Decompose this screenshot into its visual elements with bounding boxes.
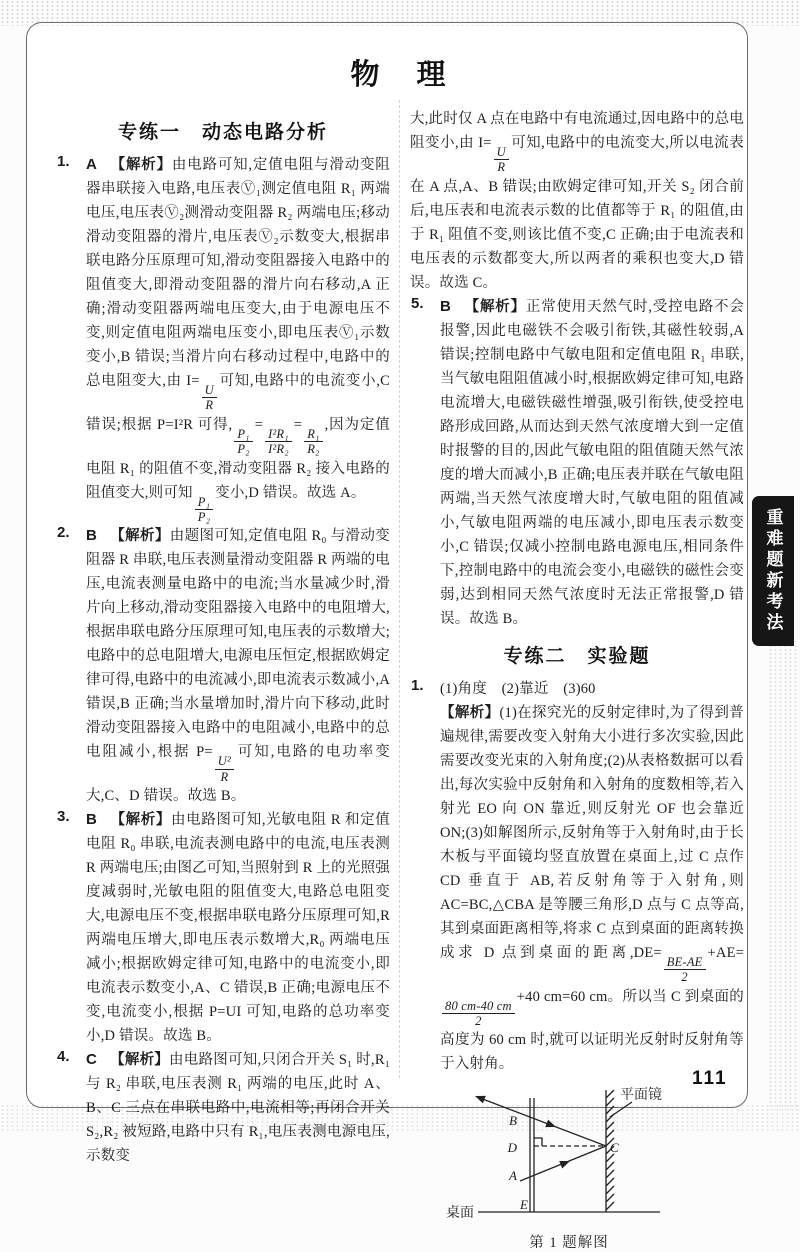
jiexi-label: 【解析】 bbox=[440, 704, 500, 721]
jiexi-label: 【解析】 bbox=[110, 157, 172, 173]
item-number: 1. bbox=[57, 153, 70, 170]
paragraph: B 【解析】由题图可知,定值电阻 R₀ 与滑动变阻器 R 串联,电压表测量滑动变阻器 R 两端的电压,电流表测量电路中的电流;当水量减少时,滑片向上移动,滑动变阻器接入电路中的电阻增大,根据串联电路分压原理可知,电压表的示数增大;电路中的总电阻增大,电源电压恒定,根据欧姆定律可得,电路中的电流减小,即电流表示数减小,A 错误,B 正确;当水量增加时,滑片向下移动,此时滑动变阻器接入电路中的电阻减小,电路中的总电阻减小,根据 P= $\frac{\text{U²}}{R}$ 可知,电路的电功率变大,C、D 错误。故选 B。 bbox=[86, 527, 390, 804]
answer-letter: A bbox=[86, 156, 98, 173]
point-label-c: C bbox=[610, 1140, 619, 1156]
item-number: 3. bbox=[57, 808, 70, 825]
page-title: 物 理 bbox=[350, 59, 450, 91]
section-heading: 专练二 实验题 bbox=[503, 645, 651, 667]
figure-diagram bbox=[444, 1084, 694, 1224]
fraction: $\frac{80 cm-40 cm}{2}$ bbox=[442, 999, 515, 1029]
item-number: 5. bbox=[411, 294, 424, 312]
fraction: $\frac{\text{P₁}}{\text{P₂}}$ bbox=[234, 427, 252, 457]
jiexi-label: 【解析】 bbox=[110, 528, 170, 545]
fraction: $\frac{\text{I²R₁}}{\text{I²R₂}}$ bbox=[265, 427, 292, 457]
page-number: 111 bbox=[692, 1068, 728, 1089]
table-label: 桌面 bbox=[446, 1206, 474, 1222]
scan-noise-right bbox=[768, 640, 800, 1110]
source-arrowhead bbox=[474, 1093, 486, 1104]
answer-item bbox=[56, 524, 390, 808]
paragraph: A 【解析】由电路可知,定值电阻与滑动变阻器串联接入电路,电压表Ⓥ₁测定值电阻 R₁ 两端电压,电压表Ⓥ₂测滑动变阻器 R₂ 两端电压;移动滑动变阻器的滑片,电压表Ⓥ₂示数变大,根据串联电路分压原理可知,滑动变阻器接入电路中的阻值变大,即滑动变阻器的滑片向右移动,A 正确;滑动变阻器两端电压变大,由于电源电压不变,则定值电阻两端电压变小,即电压表Ⓥ₁示数变小,B 错误;当滑片向右移动过程中,电路中的总电阻变大,由 I= $\frac{U}{R}$ 可知,电路中的电流变小,C 错误;根据 P=I²R 可得, $\frac{\text{P₁}}{\text{P₂}}$ = $\frac{\text{I²R₁}}{\text{I²R₂}}$ = $\frac{\text{R₁}}{\text{R₂}}$ ,因为定值电阻 R₁ 的阻值不变,滑动变阻器 R₂ 接入电路的阻值变大,则可知 $\frac{\text{P₁}}{\text{P₂}}$ 变小,D 错误。故选 A。 bbox=[86, 156, 391, 524]
fraction: $\frac{U}{R}$ bbox=[202, 383, 217, 413]
jiexi-label: 【解析】 bbox=[110, 812, 172, 828]
item-number: 2. bbox=[57, 524, 70, 542]
item-number: 4. bbox=[57, 1048, 70, 1065]
fraction: $\frac{BE-AE}{2}$ bbox=[664, 955, 706, 985]
point-label-d: D bbox=[507, 1140, 517, 1156]
content-columns bbox=[56, 107, 744, 1252]
reflected-arrowhead bbox=[559, 1158, 571, 1169]
paragraph: C 【解析】由电路图可知,只闭合开关 S₁ 时,R₁ 与 R₂ 串联,电压表测 R₁ 两端的电压,此时 A、B、C 三点在串联电路中,电流相等;再闭合开关 S₂,R₂ 被短路,电路中只有 R₁,电压表测电源电压,示数变 bbox=[86, 1051, 390, 1164]
side-tab: 重难题新考法 bbox=[752, 496, 794, 646]
right-angle-mark bbox=[534, 1138, 542, 1146]
answer-letter: B bbox=[86, 527, 98, 545]
paragraph: B 【解析】由电路图可知,光敏电阻 R 和定值电阻 R₀ 串联,电流表测电路中的电流,电压表测 R 两端电压;由图乙可知,当照射到 R 上的光照强度减弱时,光敏电阻的阻值变大,电路总电阻变大,电源电压不变,根据串联电路分压原理可知,R 两端电压增大,即电压表示数增大,R₀ 两端电压减小;根据欧姆定律可知,电路中的电流变小,即电流表示数变小,A、C 错误,B 正确;电源电压不变,电流变小,根据 P=UI 可知,电路的总功率变小,D 错误。故选 B。 bbox=[86, 811, 390, 1044]
paragraph: (1)角度 (2)靠近 (3)60 bbox=[440, 680, 596, 697]
mirror-label-pointer bbox=[610, 1102, 632, 1117]
answer-item bbox=[410, 677, 744, 1077]
answer-letter: C bbox=[86, 1051, 98, 1068]
answer-item bbox=[56, 153, 390, 524]
fraction: $\frac{\text{U²}}{R}$ bbox=[215, 754, 234, 784]
jiexi-label: 【解析】 bbox=[110, 1052, 170, 1068]
incident-arrowhead bbox=[545, 1120, 557, 1131]
paragraph: 大,此时仅 A 点在电路中有电流通过,因电路中的总电阻变小,由 I= $\frac{U}{R}$ 可知,电路中的电流变大,所以电流表在 A 点,A、B 错误;由欧姆定律可知,开关 S₂ 闭合前后,电压表和电流表示数的比值都等于 R₁ 的阻值,由于 R₁ 阻值不变,则该比值不变,C 正确;由于电流表和电压表的示数都变大,所以两者的乘积也变大,D 错误。故选 C。 bbox=[410, 111, 744, 291]
answer-item bbox=[410, 295, 744, 631]
point-label-b: B bbox=[509, 1113, 517, 1129]
answer-item bbox=[56, 1048, 390, 1168]
item-number: 1. bbox=[411, 676, 424, 694]
figure-block bbox=[444, 1084, 694, 1252]
answer-letter: B bbox=[440, 297, 452, 315]
point-label-a: A bbox=[509, 1168, 517, 1184]
paragraph: B 【解析】正常使用天然气时,受控电路不会报警,因此电磁铁不会吸引衔铁,其磁性较弱,A 错误;控制电路中气敏电阻和定值电阻 R₁ 串联,当气敏电阻阻值减小时,根据欧姆定律可知,电路电流增大,电磁铁磁性增强,吸引衔铁,使受控电路形成回路,从而达到天然气浓度增大到一定值时报警的目的,因此气敏电阻的阻值随天然气浓度的增大而减小,B 正确;电压表并联在气敏电阻两端,当天然气浓度增大时,气敏电阻的阻值减小,气敏电阻两端的电压减小,即电压表示数变小,C 错误;仅减小控制电路电源电压,相同条件下,控制电路中的电流会变小,电磁铁的磁性会变弱,达到相同天然气浓度时无法正常报警,D 错误。故选 B。 bbox=[440, 297, 744, 627]
column-left bbox=[56, 107, 390, 1168]
mirror-label: 平面镜 bbox=[620, 1088, 662, 1104]
jiexi-label: 【解析】 bbox=[464, 298, 526, 315]
point-label-e: E bbox=[520, 1197, 528, 1213]
answer-letter: B bbox=[86, 811, 98, 828]
incident-ray bbox=[480, 1098, 606, 1146]
paragraph: 【解析】(1)在探究光的反射定律时,为了得到普遍规律,需要改变入射角大小进行多次实验,因此需要改变光束的入射角度;(2)从表格数据可以看出,每次实验中反射角和入射角的度数相等,若入射光 EO 向 ON 靠近,则反射光 OF 也会靠近 ON;(3)如解图所示,反射角等于入射角时,由于长木板与平面镜均竖直放置在桌面上,过 C 点作 CD 垂直于 AB,若反射角等于入射角,则 AC=BC,△CBA 是等腰三角形,D 点与 C 点等高,其到桌面距离相等,将求 C 点到桌面的距离转换成求 D 点到桌面的距离,DE= $\frac{BE-AE}{2}$ +AE= $\frac{80 cm-40 cm}{2}$ +40 cm=60 cm。所以当 C 到桌面的高度为 60 cm 时,就可以证明光反射时反射角等于入射角。 bbox=[440, 704, 744, 1073]
fraction: $\frac{\text{P₁}}{\text{P₂}}$ bbox=[195, 495, 213, 525]
page-content bbox=[56, 50, 744, 1252]
fraction: $\frac{\text{R₁}}{\text{R₂}}$ bbox=[304, 427, 322, 457]
fraction: $\frac{U}{R}$ bbox=[494, 145, 509, 175]
figure-caption: 第 1 题解图 bbox=[529, 1235, 609, 1252]
section-heading: 专练一 动态电路分析 bbox=[117, 122, 328, 143]
answer-item bbox=[56, 808, 390, 1048]
